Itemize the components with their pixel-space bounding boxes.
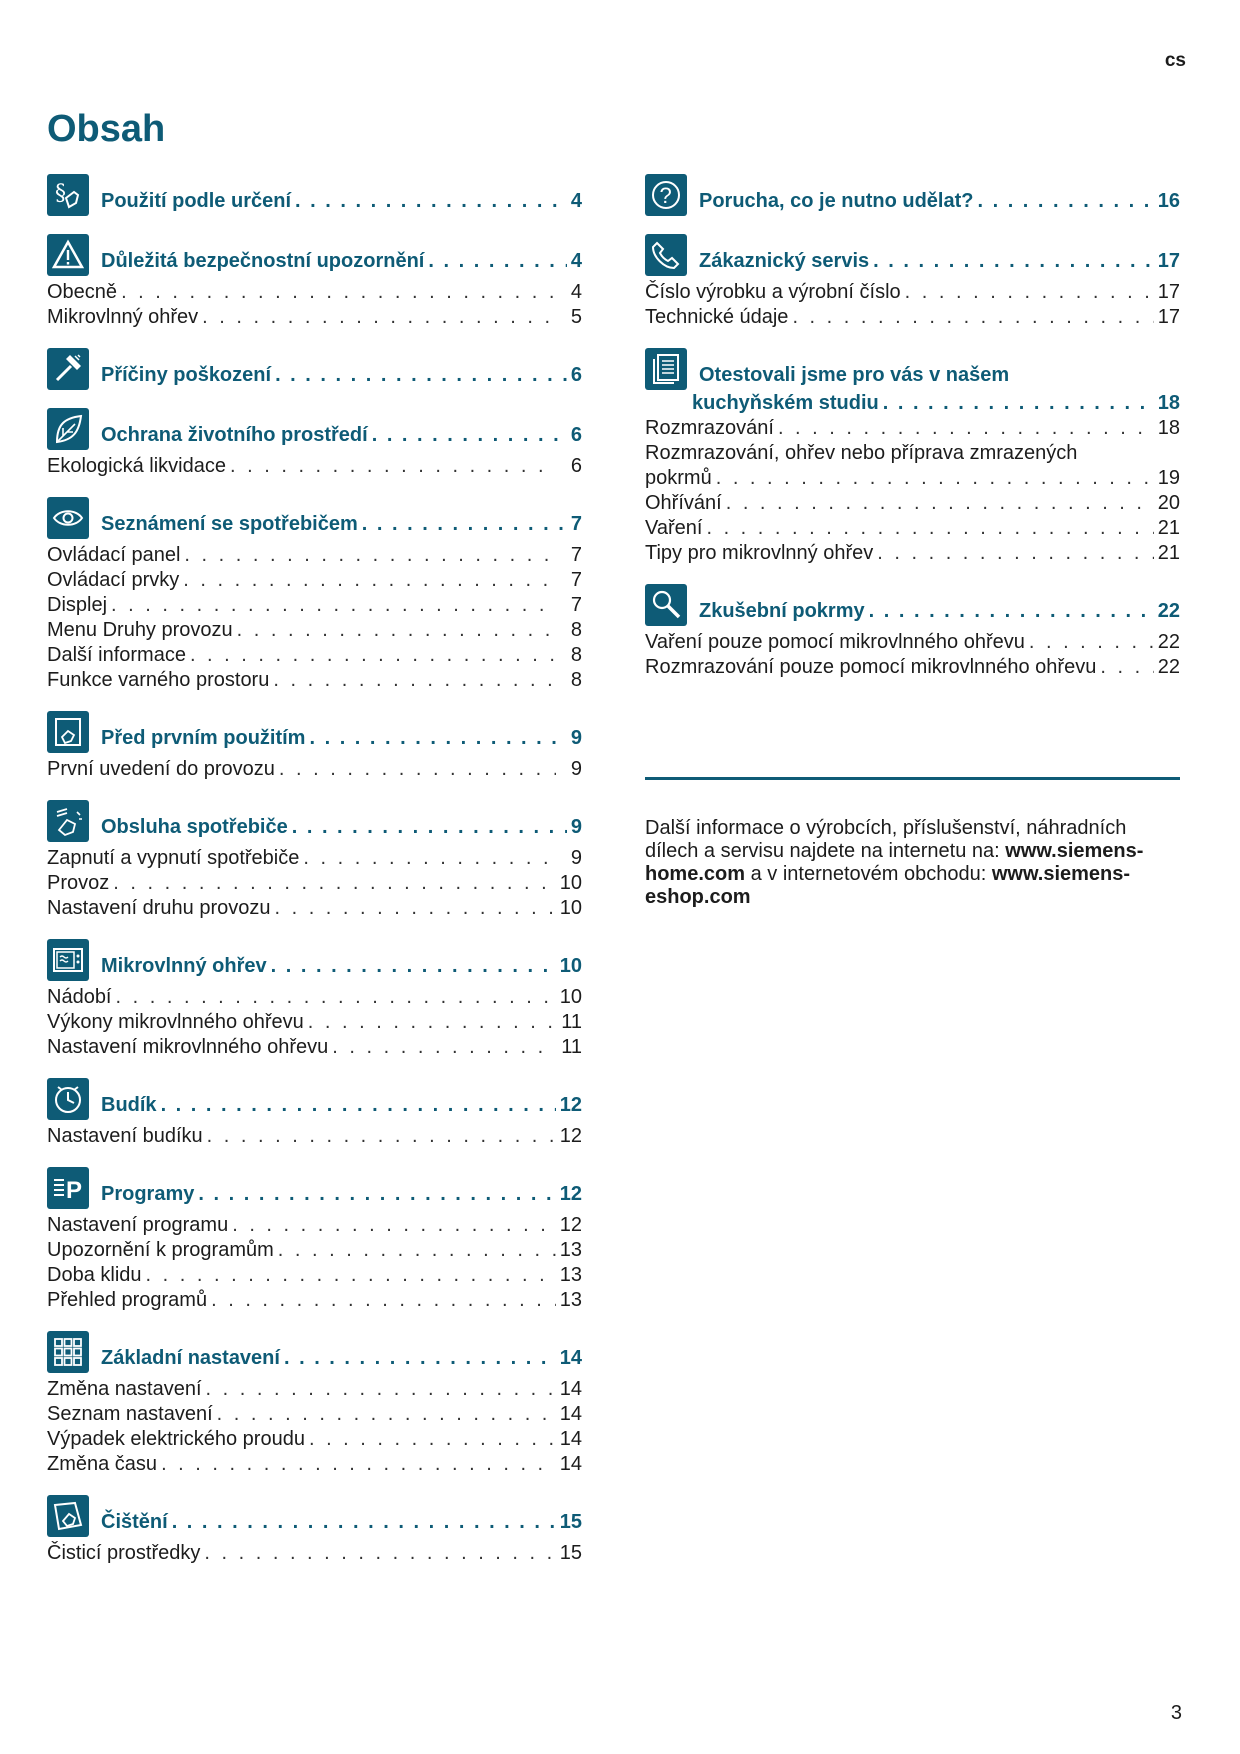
toc-entry[interactable]: Přehled programů . . . 13: [47, 1288, 582, 1313]
toc-page: 10: [559, 955, 582, 977]
toc-entry[interactable]: Změna času . . . 14: [47, 1452, 582, 1477]
toc-heading[interactable]: Seznámení se spotřebičem: [101, 513, 358, 535]
toc-left-column: [47, 174, 582, 1584]
toc-heading[interactable]: Čištění: [101, 1511, 168, 1533]
toc-section: [47, 1078, 582, 1149]
eye-icon: [47, 497, 89, 539]
grid-icon: [47, 1331, 89, 1373]
leaf-icon: [47, 408, 89, 450]
toc-section: [47, 174, 582, 216]
toc-entry[interactable]: Obecně . . . 4: [47, 280, 582, 305]
cleaning-hand-icon: [47, 1495, 89, 1537]
toc-page: 14: [559, 1347, 582, 1369]
toc-entry[interactable]: Seznam nastavení . . . 14: [47, 1402, 582, 1427]
warning-triangle-icon: [47, 234, 89, 276]
toc-page: 22: [1157, 600, 1180, 622]
toc-page: 18: [1157, 392, 1180, 414]
clock-icon: [47, 1078, 89, 1120]
toc-entry[interactable]: Nastavení druhu provozu . . . 10: [47, 896, 582, 921]
toc-entry[interactable]: Displej . . . 7: [47, 593, 582, 618]
toc-entry[interactable]: Číslo výrobku a výrobní číslo . . . 17: [645, 280, 1180, 305]
toc-heading[interactable]: Otestovali jsme pro vás v našem: [699, 364, 1010, 386]
toc-page: 16: [1157, 190, 1180, 212]
phone-icon: [645, 234, 687, 276]
siemens-home-link[interactable]: www.siemens-home.com: [645, 840, 1144, 885]
toc-entry[interactable]: Funkce varného prostoru . . . 8: [47, 668, 582, 693]
program-p-icon: [47, 1167, 89, 1209]
toc-heading[interactable]: Před prvním použitím: [101, 727, 306, 749]
toc-page: 12: [559, 1094, 582, 1116]
toc-heading[interactable]: Budík: [101, 1094, 157, 1116]
svg-text:P: P: [66, 1177, 83, 1204]
toc-entry[interactable]: Další informace . . . 8: [47, 643, 582, 668]
toc-section: [47, 939, 582, 1060]
toc-page: 15: [559, 1511, 582, 1533]
toc-page: 6: [570, 364, 582, 386]
info-text: Další informace o výrobcích, příslušenství, náhradních dílech a servisu najdete na internetu na: www.siemens-home.com a v internetovém obchodu: www.siemens-eshop.com: [645, 817, 1144, 908]
toc-section: [645, 234, 1180, 330]
toc-section: [645, 584, 1180, 680]
toc-section: [47, 497, 582, 693]
toc-heading[interactable]: Základní nastavení: [101, 1347, 280, 1369]
svg-text:?: ?: [659, 183, 672, 208]
toc-entry[interactable]: Nádobí . . . 10: [47, 985, 582, 1010]
question-icon: [645, 174, 687, 216]
toc-entry[interactable]: Výkony mikrovlnného ohřevu . . . 11: [47, 1010, 582, 1035]
hammer-icon: [47, 348, 89, 390]
toc-page: 4: [570, 190, 582, 212]
toc-section: [645, 348, 1180, 566]
toc-entry[interactable]: Nastavení mikrovlnného ohřevu . . . 11: [47, 1035, 582, 1060]
toc-section: [645, 174, 1180, 216]
toc-entry[interactable]: Provoz . . . 10: [47, 871, 582, 896]
toc-heading[interactable]: Důležitá bezpečnostní upozornění: [101, 250, 425, 272]
toc-entry[interactable]: První uvedení do provozu . . . 9: [47, 757, 582, 782]
toc-entry[interactable]: Nastavení programu . . . 12: [47, 1213, 582, 1238]
toc-section: [47, 1331, 582, 1477]
toc-page: 12: [559, 1183, 582, 1205]
toc-entry[interactable]: Čisticí prostředky . . . 15: [47, 1541, 582, 1566]
toc-section: [47, 348, 582, 390]
toc-section: [47, 1167, 582, 1313]
toc-entry[interactable]: Rozmrazování, ohřev nebo příprava zmrazených pokrmů . . . 19: [645, 441, 1180, 491]
toc-heading[interactable]: Zákaznický servis: [699, 250, 870, 272]
toc-heading[interactable]: Zkušební pokrmy: [699, 600, 865, 622]
toc-section: [47, 234, 582, 330]
toc-right-column: [645, 174, 1180, 698]
toc-heading[interactable]: Porucha, co je nutno udělat?: [699, 190, 974, 212]
toc-entry[interactable]: Mikrovlnný ohřev . . . 5: [47, 305, 582, 330]
microwave-icon: [47, 939, 89, 981]
first-use-hand-icon: [47, 711, 89, 753]
toc-page: 9: [570, 727, 582, 749]
toc-entry[interactable]: Ovládací prvky . . . 7: [47, 568, 582, 593]
toc-section: [47, 711, 582, 782]
toc-section: [47, 800, 582, 921]
language-code: cs: [1164, 50, 1186, 71]
toc-entry[interactable]: Ovládací panel . . . 7: [47, 543, 582, 568]
toc-heading[interactable]: Příčiny poškození: [101, 364, 272, 386]
document-icon: [645, 348, 687, 390]
toc-entry[interactable]: Zapnutí a vypnutí spotřebiče . . . 9: [47, 846, 582, 871]
toc-heading[interactable]: Použití podle určení: [101, 190, 292, 212]
toc-entry[interactable]: Výpadek elektrického proudu . . . 14: [47, 1427, 582, 1452]
toc-page: 4: [570, 250, 582, 272]
page-title: Obsah: [47, 108, 166, 150]
toc-heading[interactable]: Obsluha spotřebiče: [101, 816, 288, 838]
toc-page: 6: [570, 424, 582, 446]
toc-entry[interactable]: Nastavení budíku . . . 12: [47, 1124, 582, 1149]
toc-entry[interactable]: Vaření . . . 21: [645, 516, 1180, 541]
toc-entry[interactable]: Ohřívání . . . 20: [645, 491, 1180, 516]
operating-hand-icon: [47, 800, 89, 842]
svg-text:§: §: [55, 181, 66, 206]
toc-page: 17: [1157, 250, 1180, 272]
toc-heading[interactable]: Mikrovlnný ohřev: [101, 955, 267, 977]
toc-entry[interactable]: Vaření pouze pomocí mikrovlnného ohřevu . . . 22: [645, 630, 1180, 655]
siemens-eshop-link[interactable]: www.siemens-eshop.com: [645, 863, 1131, 908]
toc-section: [47, 1495, 582, 1566]
magnifier-icon: [645, 584, 687, 626]
toc-page: 7: [570, 513, 582, 535]
toc-page: 9: [570, 816, 582, 838]
toc-heading[interactable]: Ochrana životního prostředí: [101, 424, 368, 446]
toc-section: [47, 408, 582, 479]
paragraph-hand-icon: [47, 174, 89, 216]
page-number: 3: [1170, 1702, 1182, 1724]
toc-entry[interactable]: Ekologická likvidace . . . 6: [47, 454, 582, 479]
toc-entry[interactable]: Rozmrazování pouze pomocí mikrovlnného ohřevu . . . 22: [645, 655, 1180, 680]
divider: [645, 777, 1180, 780]
toc-entry[interactable]: Rozmrazování . . . 18: [645, 416, 1180, 441]
toc-heading[interactable]: Programy: [101, 1183, 195, 1205]
toc-entry[interactable]: Upozornění k programům . . . 13: [47, 1238, 582, 1263]
toc-heading-continued[interactable]: kuchyňském studiu: [692, 392, 879, 414]
toc-entry[interactable]: Tipy pro mikrovlnný ohřev . . . 21: [645, 541, 1180, 566]
toc-entry[interactable]: Doba klidu . . . 13: [47, 1263, 582, 1288]
toc-entry[interactable]: Změna nastavení . . . 14: [47, 1377, 582, 1402]
toc-entry[interactable]: Technické údaje . . . 17: [645, 305, 1180, 330]
toc-entry[interactable]: Menu Druhy provozu . . . 8: [47, 618, 582, 643]
